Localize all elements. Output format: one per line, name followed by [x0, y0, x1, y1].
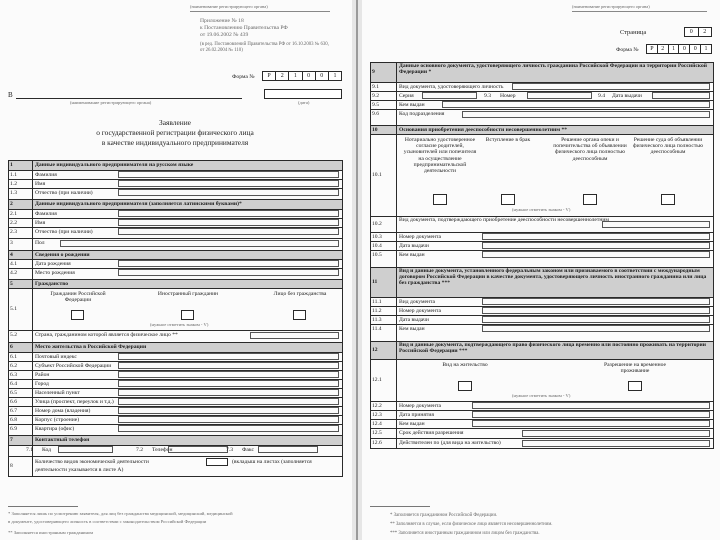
activity-count-label: Количество видов экономической деятельности	[35, 459, 149, 465]
row-number: 4	[10, 251, 13, 258]
row-rule	[8, 160, 342, 161]
edition-line-1: (в ред. Постановлений Правительства РФ от 16.10.2003 № 630,	[200, 42, 329, 47]
grid-left	[8, 160, 9, 476]
residence-option-label: Разрешение на временное проживание	[604, 362, 666, 375]
row-number: 12.3	[372, 411, 382, 418]
field-input-cells[interactable]	[118, 398, 339, 405]
page-number-label: Страница	[620, 29, 647, 36]
grid-bottom	[8, 476, 342, 477]
doc-number-cells[interactable]	[527, 92, 592, 99]
form-number-cell: 1	[700, 45, 711, 53]
residence-checkbox[interactable]	[458, 381, 472, 391]
row-rule	[8, 342, 342, 343]
section-title: Гражданство	[35, 280, 69, 287]
activity-count-field[interactable]	[206, 458, 228, 466]
phone-item-label: Телефон	[152, 446, 173, 453]
v-label: В	[8, 91, 13, 99]
row-number: 11	[372, 279, 378, 285]
field-input-cells[interactable]	[118, 180, 339, 187]
row-number: 1	[10, 162, 13, 168]
page-number-cell: 0	[689, 29, 693, 35]
section-title: Контактный телефон	[35, 437, 90, 443]
row-number: 12.1	[372, 377, 382, 383]
field-label: Кем выдан	[399, 420, 425, 427]
authority-caption: (наименование регистрирующего органа)	[70, 100, 152, 105]
field-input-cells[interactable]	[462, 111, 710, 118]
phone-item-label: Факс	[242, 446, 254, 453]
row-rule	[370, 359, 713, 360]
doc-number-label: Номер	[500, 92, 516, 99]
form-number-label-2: Форма №	[616, 47, 639, 53]
row-rule	[8, 435, 342, 436]
capacity-basis-label: Решение суда об объявлении физического лица полностью дееспособным	[632, 137, 704, 156]
row-number: 1.3	[10, 189, 17, 196]
field-label: Номер документа	[399, 402, 441, 409]
field-input-cells[interactable]	[118, 269, 339, 276]
form-number-cell: Р	[267, 73, 271, 79]
row-number: 5	[10, 280, 13, 287]
field-input-cells[interactable]	[118, 353, 339, 360]
row-number: 12.6	[372, 440, 382, 446]
citizenship-option-label: Гражданин Российской Федерации	[50, 291, 106, 304]
field-label: Дата выдачи	[399, 316, 429, 323]
footnote-1: * Заполняется лишь по усмотрению заявителя, для лиц без гражданства медицинской, медицинский, медицинской	[8, 511, 233, 516]
field-input-cells[interactable]	[118, 171, 339, 178]
row-number: 6.2	[10, 362, 17, 369]
row-number: 4.2	[10, 269, 17, 276]
citizenship-checkbox[interactable]	[181, 310, 194, 320]
capacity-basis-label: Вступление в брак	[485, 137, 531, 143]
field-label: Отчество (при наличии)	[35, 189, 93, 196]
section-title: Данные индивидуального предпринимателя (заполняется латинскими буквами)*	[35, 201, 242, 207]
row-number: 6.1	[10, 353, 17, 360]
field-input-cells[interactable]	[482, 325, 710, 332]
edition-line-2: от 26.02.2004 № 110)	[200, 48, 243, 53]
field-input-cells[interactable]	[442, 101, 710, 108]
page-number-cells	[684, 27, 712, 37]
grid-number-col	[396, 62, 397, 448]
authority-field-line[interactable]	[16, 98, 242, 99]
field-label: Квартира (офис)	[35, 425, 75, 432]
row-number: 2.3	[10, 228, 17, 235]
field-label: Дата выдачи	[399, 242, 429, 249]
section-title: Вид и данные документа, подтверждающего право физического лица временно или постоянно проживать на территории Российской Федерации ***	[399, 342, 706, 355]
row-number: 6	[10, 344, 13, 350]
grid-bottom	[370, 448, 713, 449]
phone-field-cells[interactable]	[58, 446, 113, 453]
field-label: Отчество (при наличии)	[35, 228, 93, 235]
row-number: 10	[372, 126, 378, 133]
date-field[interactable]	[264, 89, 342, 99]
field-label: Город	[35, 380, 49, 387]
row-number: 6.3	[10, 371, 17, 378]
grid-right	[342, 160, 343, 477]
page2-header-caption: (наименование регистрирующего органа)	[572, 4, 650, 9]
form-number-label: Форма №	[232, 74, 255, 80]
field-label: Вид документа, подтверждающего приобретение дееспособности несовершеннолетним	[399, 217, 609, 223]
form-number-cells-2	[646, 44, 712, 54]
field-label: Номер дома (владения)	[35, 407, 91, 414]
capacity-basis-checkbox[interactable]	[583, 194, 597, 205]
form-title-1: Заявление	[159, 118, 191, 127]
field-input-cells[interactable]	[482, 251, 710, 258]
residence-option-label: Вид на жительство	[442, 362, 488, 368]
row-number: 10.5	[372, 251, 382, 258]
field-input-cells[interactable]	[118, 210, 339, 217]
field-label: Вид документа	[399, 298, 435, 305]
row-number: 11.2	[372, 307, 382, 314]
row-number: 6.4	[10, 380, 17, 387]
field-label: Срок действия разрешения	[399, 430, 464, 436]
field-input-cells[interactable]	[522, 430, 710, 437]
row-rule	[8, 199, 342, 200]
field-input-cells[interactable]	[250, 332, 339, 339]
row-number: 6.8	[10, 416, 17, 423]
footnote-2: в документе, удостоверяющего личность в соответствии с законодательством Российской Федерации	[8, 519, 207, 524]
section-title: Основания приобретения дееспособности несовершеннолетним **	[399, 126, 568, 133]
field-label: Корпус (строение)	[35, 416, 80, 423]
field-label: Субъект Российской Федерации	[35, 362, 112, 369]
doc-series-label: Серия	[399, 92, 414, 99]
field-input-cells[interactable]	[60, 240, 339, 247]
field-label: Код подразделения	[399, 111, 445, 117]
form-number-cell: 1	[668, 45, 679, 53]
field-input-cells[interactable]	[118, 380, 339, 387]
phone-item-label: Код	[42, 446, 51, 453]
field-label: Фамилия	[35, 210, 57, 217]
row-rule	[8, 456, 342, 457]
field-input-cells[interactable]	[118, 189, 339, 196]
footnote-2-2: ** Заполняется в случае, если физическое лицо является несовершеннолетним.	[390, 522, 553, 527]
row-number: 5.2	[10, 332, 17, 338]
row-number: 5.1	[10, 306, 17, 312]
section-title: Данные индивидуального предпринимателя на русском языке	[35, 162, 194, 168]
doc-number-no: 9.3	[484, 92, 491, 99]
field-input-cells[interactable]	[118, 260, 339, 267]
field-input-cells[interactable]	[512, 83, 710, 90]
citizenship-checkbox[interactable]	[293, 310, 306, 320]
activity-count-tail: (вкладыш на листах (заполняется	[232, 459, 312, 465]
row-number: 11.3	[372, 316, 382, 323]
form-number-cell: 0	[678, 45, 689, 53]
field-input-cells[interactable]	[118, 389, 339, 396]
row-number: 9.5	[372, 101, 379, 108]
field-input-cells[interactable]	[602, 221, 710, 228]
field-input-cells[interactable]	[482, 242, 710, 249]
field-input-cells[interactable]	[472, 420, 710, 427]
field-label: Пол	[35, 240, 45, 246]
field-label: Имя	[35, 180, 46, 187]
field-input-cells[interactable]	[118, 228, 339, 235]
form-number-cell: 0	[689, 45, 700, 53]
grid-left	[370, 62, 371, 448]
row-number: 8	[10, 463, 13, 469]
form-number-cell: 2	[657, 45, 668, 53]
row-number: 11.4	[372, 325, 382, 332]
field-label: Кем выдан	[399, 251, 425, 258]
capacity-hint: (нужное отметить знаком - V)	[512, 207, 571, 212]
form-title-3: в качестве индивидуального предпринимателя	[101, 138, 249, 147]
field-label: Место рождения	[35, 269, 75, 276]
form-page-2	[362, 0, 720, 540]
appendix-line-1: Приложение № 18	[200, 18, 244, 24]
row-number: 6.9	[10, 425, 17, 432]
appendix-line-2: к Постановлению Правительства РФ	[200, 25, 288, 31]
citizenship-option-label: Лицо без гражданства	[273, 291, 327, 297]
section-title: Вид и данные документа, установленного федеральным законом или признаваемого в соответствии с международным договором Российской Федерации в качестве документа, удостоверяющего личность иностранного гражданина или лица без гражданства ***	[399, 268, 707, 287]
row-rule	[370, 134, 713, 135]
activity-count-note: деятельности указывается в листе А)	[35, 467, 124, 473]
section-title: Место жительства в Российской Федерации	[35, 344, 147, 350]
footnote-2-3: *** Заполняется иностранным гражданином или лицом без гражданства.	[390, 531, 540, 536]
phone-field-cells[interactable]	[168, 446, 228, 453]
doc-date-label: Дата выдачи	[612, 92, 642, 99]
row-number: 12	[372, 347, 378, 353]
row-number: 9.6	[372, 111, 379, 117]
citizenship-checkbox[interactable]	[71, 310, 84, 320]
field-input-cells[interactable]	[118, 407, 339, 414]
row-number: 10.3	[372, 233, 382, 240]
field-input-cells[interactable]	[482, 316, 710, 323]
row-number: 6.5	[10, 389, 17, 396]
field-input-cells[interactable]	[118, 362, 339, 369]
row-number: 10.4	[372, 242, 382, 249]
form-title-2: о государственной регистрации физического лица	[96, 128, 254, 137]
field-input-cells[interactable]	[118, 416, 339, 423]
field-label: Имя	[35, 219, 46, 226]
form-number-cell: Р	[650, 46, 654, 52]
field-label: Номер документа	[399, 233, 441, 240]
phone-item-number: 7.1	[26, 446, 33, 453]
field-label: Действителен по (для вида на жительство)	[399, 440, 501, 446]
row-number: 4.1	[10, 260, 17, 267]
doc-series-cells[interactable]	[422, 92, 477, 99]
field-label: Населенный пункт	[35, 389, 80, 396]
field-input-cells[interactable]	[482, 233, 710, 240]
capacity-basis-checkbox[interactable]	[661, 194, 675, 205]
page-divider	[352, 0, 362, 540]
footnote-3: ** Заполняется иностранным гражданином	[8, 530, 94, 535]
field-label: Кем выдан	[399, 325, 425, 332]
form-number-cell: 1	[288, 72, 301, 80]
row-number: 10.2	[372, 221, 382, 227]
form-number-cell: 2	[275, 72, 288, 80]
grid-right	[713, 62, 714, 449]
field-label: Дата принятия	[399, 411, 434, 418]
form-number-cell: 1	[328, 72, 341, 80]
row-number: 6.6	[10, 398, 17, 405]
form-number-cell: 0	[302, 72, 315, 80]
field-input-cells[interactable]	[118, 219, 339, 226]
field-label: Фамилия	[35, 171, 57, 178]
row-number: 2.2	[10, 219, 17, 226]
appendix-line-3: от 19.06.2002 № 439	[200, 32, 249, 38]
doc-date-no: 9.4	[598, 92, 605, 99]
field-input-cells[interactable]	[472, 411, 710, 418]
date-caption: (дата)	[298, 100, 310, 105]
field-label: Дата рождения	[35, 260, 71, 267]
phone-item-number: 7.3	[226, 446, 233, 453]
field-input-cells[interactable]	[472, 402, 710, 409]
row-number: 1.1	[10, 171, 17, 178]
citizenship-hint: (нужное отметить знаком - V)	[150, 322, 209, 327]
capacity-basis-label: Нотариально удостоверенное согласие родителей, усыновителей или попечителя на осуществление предпринимательской деятельности	[403, 137, 477, 175]
doc-date-cells[interactable]	[652, 92, 710, 99]
row-number: 6.7	[10, 407, 17, 414]
row-number: 9	[372, 69, 375, 75]
section-title: Данные основного документа, удостоверяющего личность гражданина Российской Федерации на территории Российской Федерации *	[399, 63, 707, 76]
row-number: 12.4	[372, 420, 382, 427]
field-input-cells[interactable]	[482, 298, 710, 305]
field-label: Почтовый индекс	[35, 353, 77, 360]
row-number: 12.5	[372, 430, 382, 436]
form-page-1	[0, 0, 352, 540]
row-number: 9.1	[372, 83, 379, 90]
residence-checkbox[interactable]	[628, 381, 642, 391]
row-number: 10.1	[372, 172, 382, 178]
residence-hint: (нужное отметить знаком - V)	[512, 393, 571, 398]
page1-header-caption: (наименование регистрирующего органа)	[190, 4, 268, 9]
phone-item-number: 7.2	[136, 446, 143, 453]
row-number: 7	[10, 437, 13, 443]
row-number: 12.2	[372, 402, 382, 409]
grid-number-col	[32, 160, 33, 476]
field-input-cells[interactable]	[118, 371, 339, 378]
row-number: 11.1	[372, 298, 382, 305]
footnote-2-1: * Заполняется гражданином Российской Федерации.	[390, 513, 498, 518]
page-number-cell: 2	[698, 28, 712, 36]
form-number-cells	[262, 71, 342, 81]
field-label: Кем выдан	[399, 101, 425, 108]
field-label: Номер документа	[399, 307, 441, 314]
field-label: Улица (проспект, переулок и т.д.)	[35, 398, 114, 405]
capacity-basis-label: Решение органа опеки и попечительства об объявлении физического лица полностью дееспособным	[553, 137, 627, 162]
citizenship-option-label: Иностранный гражданин	[157, 291, 219, 297]
field-label: Вид документа, удостоверяющего личность	[399, 83, 504, 90]
field-label: Район	[35, 371, 50, 378]
row-number: 3	[10, 240, 13, 246]
form-number-cell: 0	[315, 72, 328, 80]
capacity-basis-checkbox[interactable]	[501, 194, 515, 205]
row-rule	[8, 288, 342, 289]
phone-field-cells[interactable]	[258, 446, 318, 453]
row-number: 2.1	[10, 210, 17, 217]
row-number: 1.2	[10, 180, 17, 187]
section-title: Сведения о рождении	[35, 251, 90, 258]
field-input-cells[interactable]	[522, 440, 710, 447]
field-input-cells[interactable]	[482, 307, 710, 314]
capacity-basis-checkbox[interactable]	[433, 194, 447, 205]
row-number: 9.2	[372, 92, 379, 99]
field-label: Страна, гражданином которой является физическое лицо **	[35, 332, 178, 338]
field-input-cells[interactable]	[118, 425, 339, 432]
row-number: 2	[10, 201, 13, 207]
